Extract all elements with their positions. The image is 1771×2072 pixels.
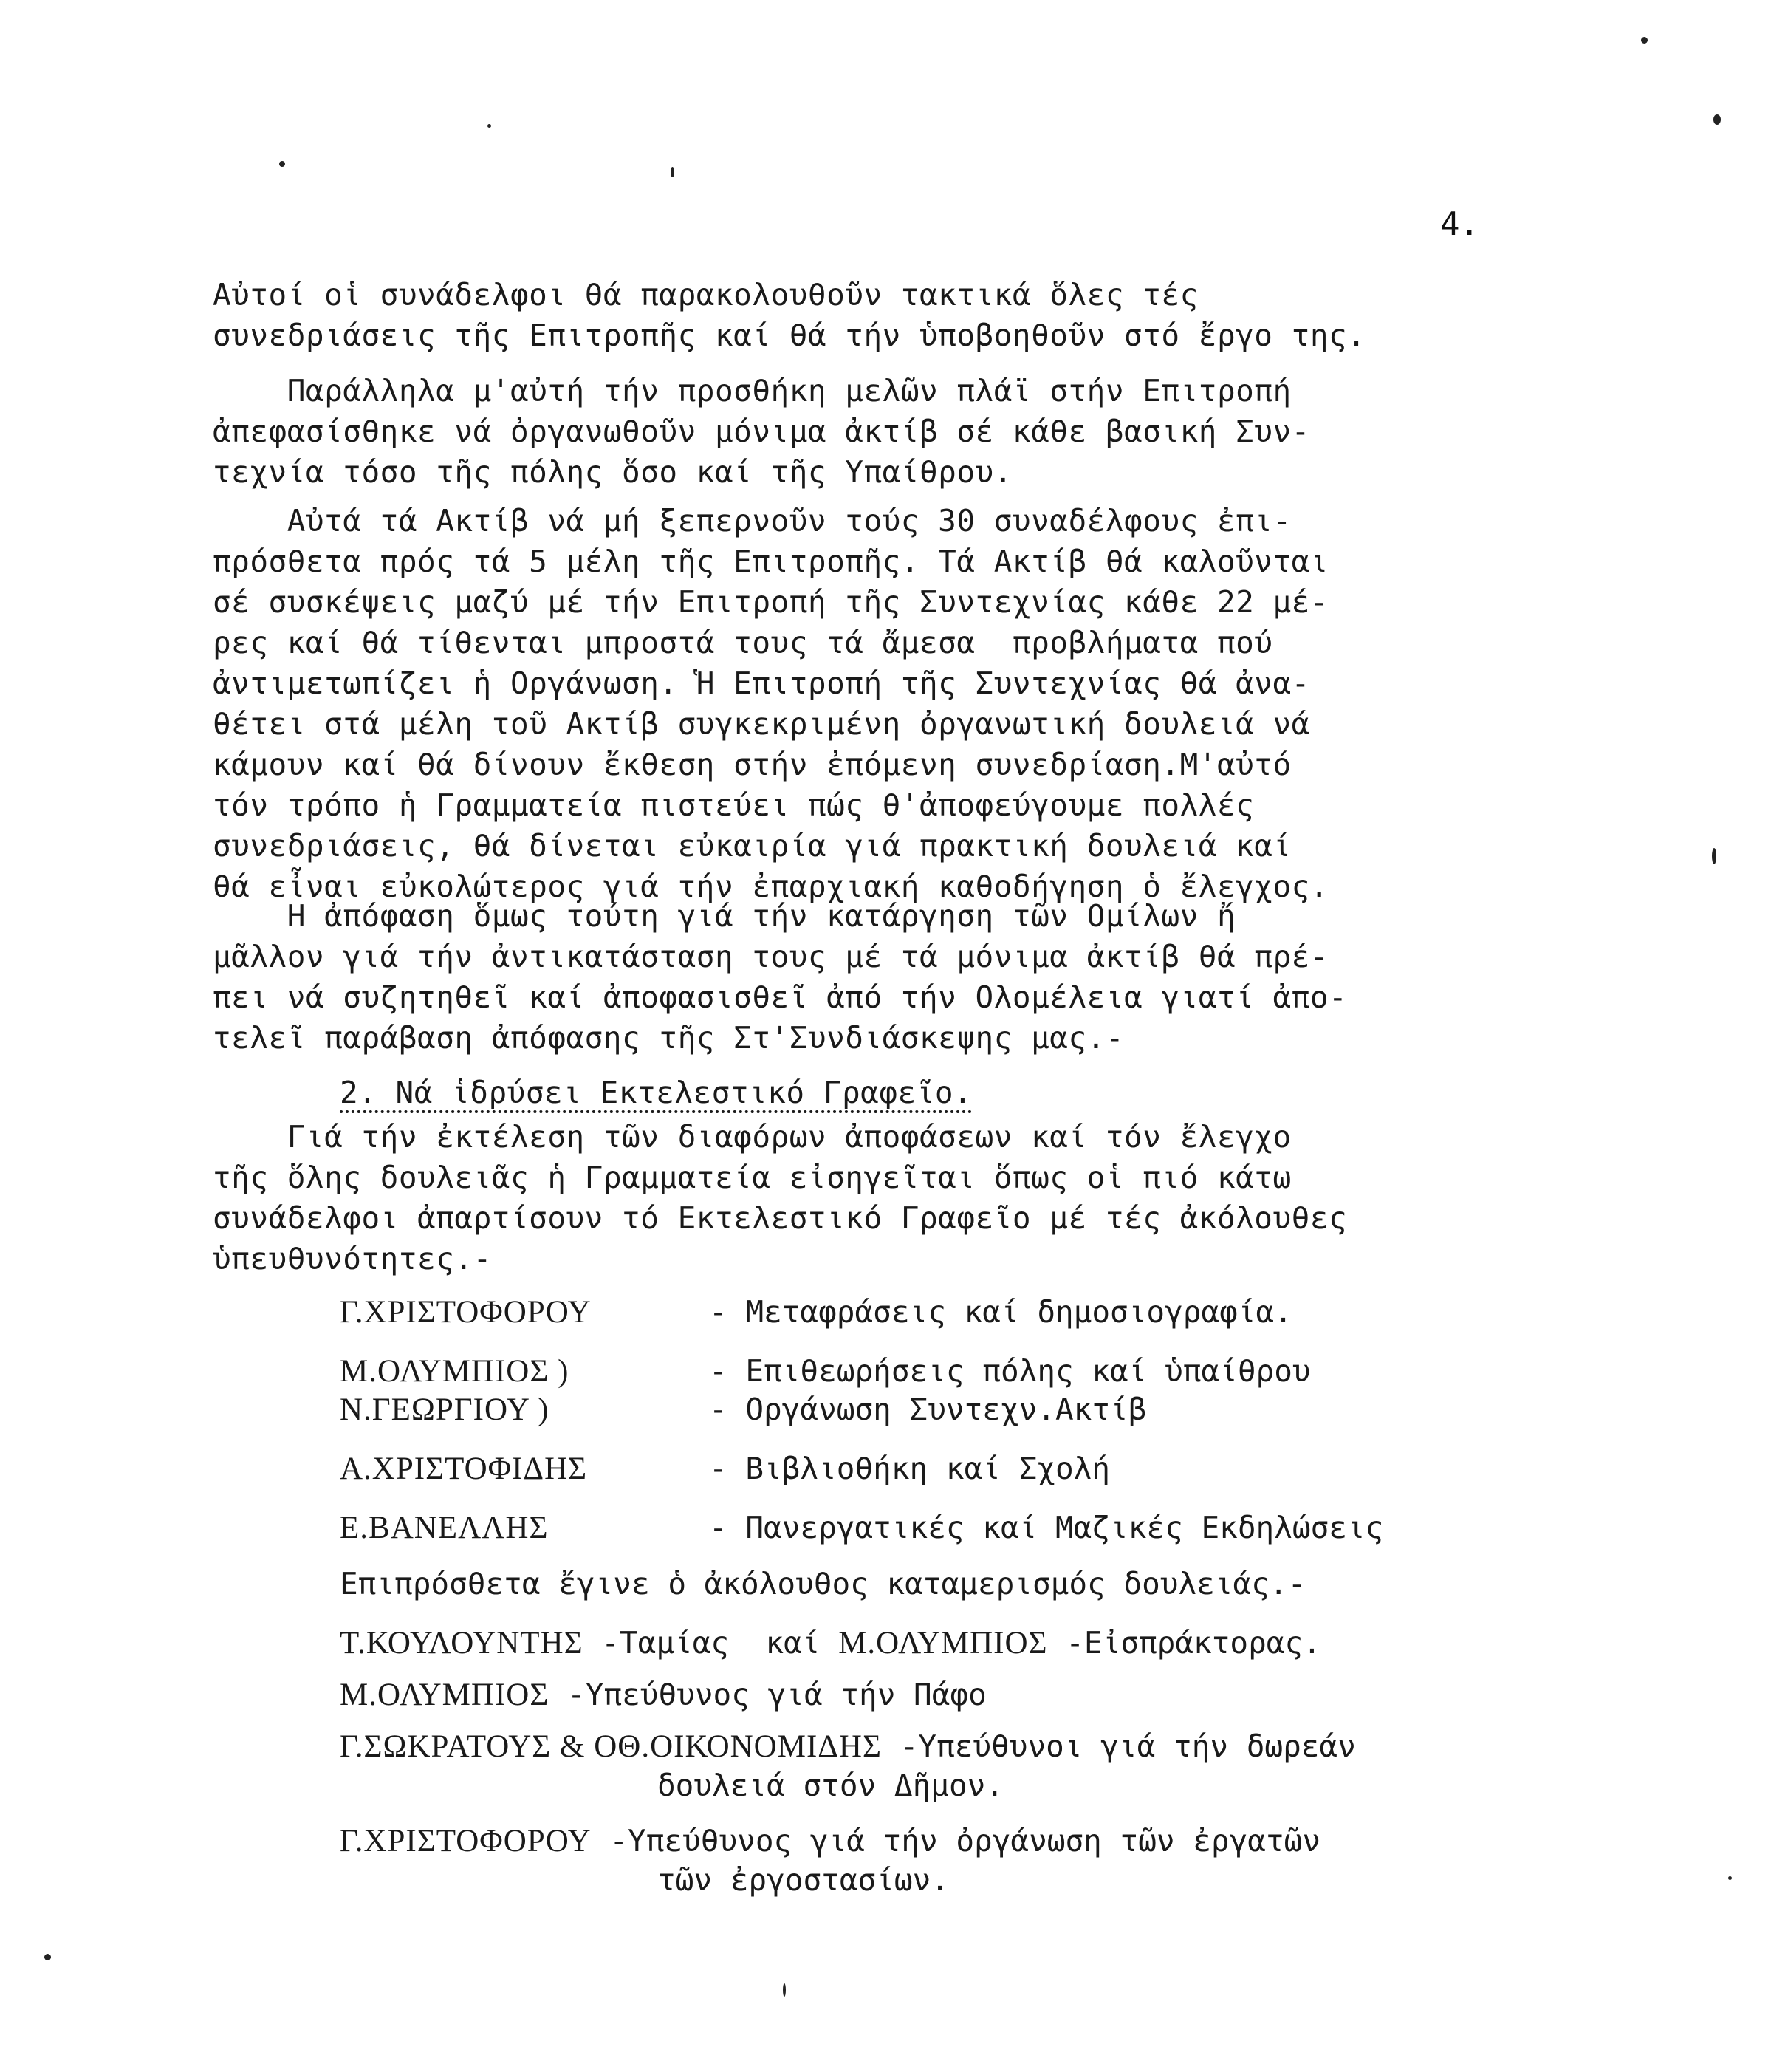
section-heading: 2. Νά ἱδρύσει Εκτελεστικό Γραφεῖο. [340,1075,973,1110]
scan-speck [783,1983,786,1997]
member-duty: - Οργάνωση Συντεχν.Ακτίβ [709,1392,1147,1427]
list-item [340,1451,1595,1497]
member-duty: - Μεταφράσεις καί δημοσιογραφία. [709,1294,1292,1330]
scan-speck [1713,114,1721,125]
list-item [340,1294,1595,1340]
scan-speck [1728,1876,1732,1880]
member-name: Τ.ΚΟΥΛΟΥΝΤΗΣ [340,1626,583,1661]
paragraph-2: Παράλληλα μ'αὐτή τήν προσθήκη μελῶν πλάϊ στήν Επιτροπή ἀπεφασίσθηκε νά ὀργανωθοῦν μόνιμα ἀκτίβ σέ κάθε βασική Συν- τεχνία τόσο τῆς πόλης ὅσο καί τῆς Υπαίθρου. [213,373,1310,490]
additional-allocation-intro: Επιπρόσθετα ἔγινε ὁ ἀκόλουθος καταμερισμός δουλειάς.- [340,1566,1306,1601]
scan-speck [1712,848,1716,864]
scan-speck [279,161,285,167]
paragraph-3: Αὐτά τά Ακτίβ νά μή ξεπερνοῦν τούς 30 συναδέλφους ἐπι- πρόσθετα πρός τά 5 μέλη τῆς Επιτροπῆς. Τά Ακτίβ θά καλοῦνται σέ συσκέψεις μαζύ μέ τήν Επιτροπή τῆς Συντεχνίας κάθε 22 μέ- ρες καί θά τίθενται μπροστά τους τά ἄμεσα προβλήματα πού ἀντιμετωπίζει ἡ Οργάνωση. Ἡ Επιτροπή τῆς Συντεχνίας θά ἀνα- θέτει στά μέλη τοῦ Ακτίβ συγκεκριμένη ὀργανωτική δουλειά νά κάμουν καί θά δίνουν ἔκθεση στήν ἐπόμενη συνεδρίαση.Μ'αὐτό τόν τρόπο ἡ Γραμματεία πιστεύει πώς θ'ἀποφεύγουμε πολλές συνεδριάσεις, θά δίνεται εὐκαιρία γιά πρακτική δουλειά καί θά εἶναι εὐκολώτερος γιά τήν ἐπαρχιακή καθοδήγηση ὁ ἔλεγχος. [213,503,1329,904]
member-role-continued: τῶν ἐργοστασίων. [657,1862,949,1898]
factory-workers-line [340,1822,1610,1899]
member-name: Α.ΧΡΙΣΤΟΦΙΔΗΣ [340,1452,588,1486]
scan-speck [1641,37,1648,44]
responsibility-list [340,1294,1595,1556]
member-name: Μ.ΟΛΥΜΠΙΟΣ [340,1678,549,1712]
scan-speck [487,124,491,128]
member-name: Γ.ΧΡΙΣΤΟΦΟΡΟΥ [340,1824,592,1859]
scan-speck [44,1954,51,1960]
list-item [340,1510,1595,1556]
paphos-line [340,1675,1610,1714]
member-duty: - Πανεργατικές καί Μαζικές Εκδηλώσεις [709,1510,1384,1545]
member-duty: - Επιθεωρήσεις πόλης καί ὑπαίθρου [709,1353,1311,1389]
list-item [340,1392,1595,1437]
member-name: Γ.ΣΩΚΡΑΤΟΥΣ & ΟΘ.ΟΙΚΟΝΟΜΙΔΗΣ [340,1729,883,1764]
member-role: -Υπεύθυνος γιά τήν Πάφο [549,1677,987,1712]
list-item [340,1353,1595,1392]
member-role-continued: δουλειά στόν Δῆμον. [657,1768,1004,1803]
member-role: -Εἰσπράκτορας. [1047,1625,1321,1661]
member-name: Γ.ΧΡΙΣΤΟΦΟΡΟΥ [340,1295,592,1330]
member-name: Ε.ΒΑΝΕΛΛΗΣ [340,1511,549,1545]
paragraph-1: Αὐτοί οἱ συνάδελφοι θά παρακολουθοῦν τακτικά ὅλες τές συνεδριάσεις τῆς Επιτροπῆς καί θά τήν ὑποβοηθοῦν στό ἔργο της. [213,277,1366,353]
scan-speck [671,167,674,177]
member-role: -Ταμίας καί [583,1625,839,1661]
paragraph-5: Γιά τήν ἐκτέλεση τῶν διαφόρων ἀποφάσεων καί τόν ἔλεγχο τῆς ὅλης δουλειᾶς ἡ Γραμματεία εἰσηγεῖται ὅπως οἱ πιό κάτω συνάδελφοι ἀπαρτίσουν τό Εκτελεστικό Γραφεῖο μέ τές ἀκόλουθες ὑπευθυνότητες.- [213,1119,1348,1276]
treasurer-line [340,1624,1610,1663]
member-duty: - Βιβλιοθήκη καί Σχολή [709,1451,1111,1486]
member-name: Μ.ΟΛΥΜΠΙΟΣ ) [340,1354,569,1389]
member-role: -Υπεύθυνος γιά τήν ὀργάνωση τῶν ἐργατῶν [591,1823,1321,1859]
page-number: 4. [1440,205,1479,243]
member-name: Μ.ΟΛΥΜΠΙΟΣ [838,1626,1048,1661]
municipal-work-line [340,1727,1610,1805]
member-role: -Υπεύθυνοι γιά τήν δωρεάν [882,1729,1356,1764]
paragraph-4: Η ἀπόφαση ὅμως τούτη γιά τήν κατάργηση τῶν Ομίλων ἤ μᾶλλον γιά τήν ἀντικατάσταση τους μέ τά μόνιμα ἀκτίβ θά πρέ- πει νά συζητηθεῖ καί ἀποφασισθεῖ ἀπό τήν Ολομέλεια γιατί ἀπο- τελεῖ παράβαση ἀπόφασης τῆς Στ'Συνδιάσκεψης μας.- [213,898,1348,1056]
member-name: Ν.ΓΕΩΡΓΙΟΥ ) [340,1392,549,1427]
